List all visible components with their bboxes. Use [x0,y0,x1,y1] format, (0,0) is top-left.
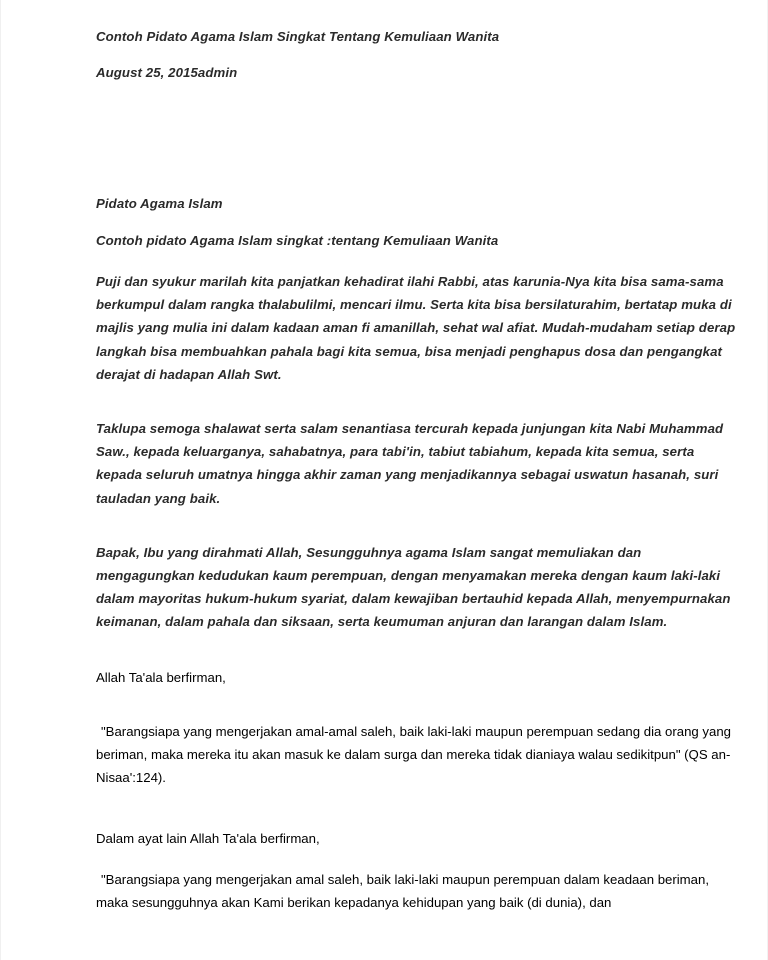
document-byline: August 25, 2015admin [96,65,238,80]
quote-lead-in: Allah Ta'ala berfirman, [96,669,226,685]
body-paragraph: Taklupa semoga shalawat serta salam senantiasa tercurah kepada junjungan kita Nabi Muhammad Saw., kepada keluarganya, sahabatnya, para tabi'in, tabiut tabiahum, kepada kita semua, serta kepada seluruh umatnya hingga akhir zaman yang menjadikannya sebagai uswatun hasanah, suri tauladan yang baik. [96,421,724,506]
document-content [96,0,741,927]
section-title: Pidato Agama Islam [96,196,223,211]
section-subtitle: Contoh pidato Agama Islam singkat :tentang Kemuliaan Wanita [96,233,499,248]
body-paragraph: Puji dan syukur marilah kita panjatkan kehadirat ilahi Rabbi, atas karunia-Nya kita bisa sama-sama berkumpul dalam rangka thalabulilmi, mencari ilmu. Serta kita bisa bersilaturahim, bertatap muka di majlis yang mulia ini dalam kadaan aman fi amanillah, sehat wal afiat. Mudah-mudaham setiap derap langkah bisa membuahkan pahala bagi kita semua, bisa menjadi penghapus dosa dan pengangkat derajat di hadapan Allah Swt. [96,274,736,382]
quote-lead-in: Dalam ayat lain Allah Ta'ala berfirman, [96,831,320,847]
quran-quote: "Barangsiapa yang mengerjakan amal-amal saleh, baik laki-laki maupun perempuan sedang dia orang yang beriman, maka mereka itu akan masuk ke dalam surga dan mereka tidak dianiaya walau sedikitpun" (QS an-Nisaa':124). [96,723,732,786]
quran-quote: "Barangsiapa yang mengerjakan amal saleh, baik laki-laki maupun perempuan dalam keadaan beriman, maka sesungguhnya akan Kami berikan kepadanya kehidupan yang baik (di dunia), dan [96,871,710,910]
document-title: Contoh Pidato Agama Islam Singkat Tentang Kemuliaan Wanita [96,29,500,44]
body-paragraph: Bapak, Ibu yang dirahmati Allah, Sesungguhnya agama Islam sangat memuliakan dan mengagungkan kedudukan kaum perempuan, dengan menyamakan mereka dengan kaum laki-laki dalam mayoritas hukum-hukum syariat, dalam kewajiban bertauhid kepada Allah, menyempurnakan keimanan, dalam pahala dan siksaan, serta keumuman anjuran dan larangan dalam Islam. [96,544,731,630]
